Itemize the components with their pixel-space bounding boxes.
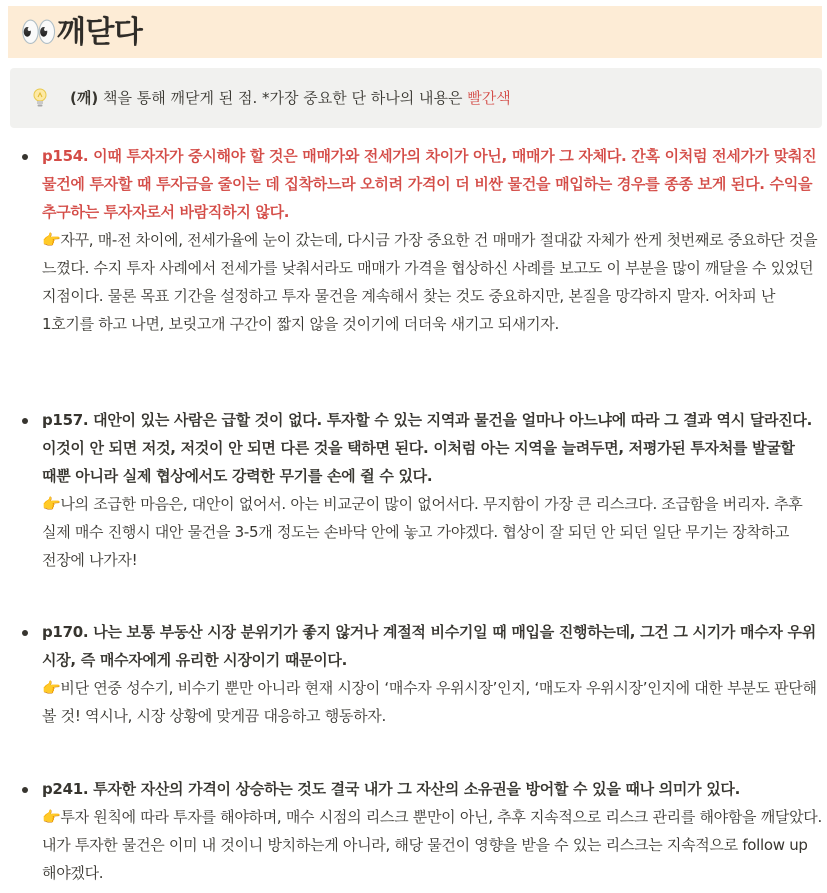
pointing-hand-icon: 👉 bbox=[42, 679, 61, 697]
note-text bbox=[42, 142, 822, 338]
bullet bbox=[22, 418, 28, 424]
bullet bbox=[22, 787, 28, 793]
lightbulb-icon bbox=[28, 86, 52, 110]
note-comment: 자꾸, 매-전 차이에, 전세가율에 눈이 갔는데, 다시금 가장 중요한 건 매매가 절대값 자체가 싼게 첫번째로 중요하단 것을 느꼈다. 수지 투자 사례에서 전세가를 낮춰서라도 매매가 가격을 협상하신 사례를 보고도 이 부분을 많이 깨달을 수 있었던 지점이다. 물론 목표 기간을 설정하고 투자 물건을 계속해서 찾는 것도 중요하지만, 본질을 망각하지 말자. 어차피 난 1호기를 하고 나면, 보릿고개 구간이 짧지 않을 것이기에 더더욱 새기고 되새기자. bbox=[42, 231, 818, 333]
callout bbox=[10, 68, 822, 128]
note-comment: 비단 연중 성수기, 비수기 뿐만 아니라 현재 시장이 ‘매수자 우위시장’인지, ‘매도자 우위시장’인지에 대한 부분도 판단해 볼 것! 역시나, 시장 상황에 맞게끔 대응하고 행동하자. bbox=[42, 679, 817, 725]
title-bar bbox=[8, 6, 822, 58]
callout-label: (깨) bbox=[70, 89, 99, 107]
note-quote: p154. 이때 투자자가 중시해야 할 것은 매매가와 전세가의 차이가 아닌, 매매가 그 자체다. 간혹 이처럼 전세가가 맞춰진 물건에 투자할 때 투자금을 줄이는 데 집착하느라 오히려 가격이 더 비싼 물건을 매입하는 경우를 종종 보게 된다. 수익을 추구하는 투자자로서 바람직하지 않다. bbox=[42, 147, 817, 221]
note-quote: p241. 투자한 자산의 가격이 상승하는 것도 결국 내가 그 자산의 소유권을 방어할 수 있을 때나 의미가 있다. bbox=[42, 780, 741, 798]
bullet bbox=[22, 154, 28, 160]
page-title-text: 깨닫다 bbox=[56, 15, 143, 50]
note-text bbox=[42, 618, 822, 730]
page-ref: p241. bbox=[42, 780, 89, 798]
pointing-hand-icon: 👉 bbox=[42, 808, 61, 826]
page-ref: p157. bbox=[42, 411, 89, 429]
note-quote: p170. 나는 보통 부동산 시장 분위기가 좋지 않거나 계절적 비수기일 때 매입을 진행하는데, 그건 그 시기가 매수자 우위 시장, 즉 매수자에게 유리한 시장이기 때문이다. bbox=[42, 623, 816, 669]
callout-highlight: 빨간색 bbox=[467, 89, 511, 107]
page-ref: p170. bbox=[42, 623, 89, 641]
note-comment: 투자 원칙에 따라 투자를 해야하며, 매수 시점의 리스크 뿐만이 아닌, 추후 지속적으로 리스크 관리를 해야함을 깨달았다. 내가 투자한 물건은 이미 내 것이니 방치하는게 아니라, 해당 물건이 영향을 받을 수 있는 리스크는 지속적으로 follow up 해야겠다. bbox=[42, 808, 822, 882]
note-text bbox=[42, 775, 822, 887]
page-ref: p154. bbox=[42, 147, 89, 165]
note-text bbox=[42, 406, 822, 574]
pointing-hand-icon: 👉 bbox=[42, 231, 61, 249]
note-comment: 나의 조급한 마음은, 대안이 없어서. 아는 비교군이 많이 없어서다. 무지함이 가장 큰 리스크다. 조급함을 버리자. 추후 실제 매수 진행시 대안 물건을 3-5개 정도는 손바닥 안에 놓고 가야겠다. 협상이 잘 되던 안 되던 일단 무기는 장착하고 전장에 나가자! bbox=[42, 495, 803, 569]
note-quote: p157. 대안이 있는 사람은 급할 것이 없다. 투자할 수 있는 지역과 물건을 얼마나 아느냐에 따라 그 결과 역시 달라진다. 이것이 안 되면 저것, 저것이 안 되면 다른 것을 택하면 된다. 이처럼 아는 지역을 늘려두면, 저평가된 투자처를 발굴할 때뿐 아니라 실제 협상에서도 강력한 무기를 손에 쥘 수 있다. bbox=[42, 411, 813, 485]
callout-body: 책을 통해 깨닫게 된 점. *가장 중요한 단 하나의 내용은 bbox=[98, 89, 468, 107]
bullet bbox=[22, 630, 28, 636]
pointing-hand-icon: 👉 bbox=[42, 495, 61, 513]
eyes-icon: 👀 bbox=[20, 15, 57, 50]
page-title bbox=[20, 15, 142, 51]
callout-text bbox=[70, 88, 511, 108]
